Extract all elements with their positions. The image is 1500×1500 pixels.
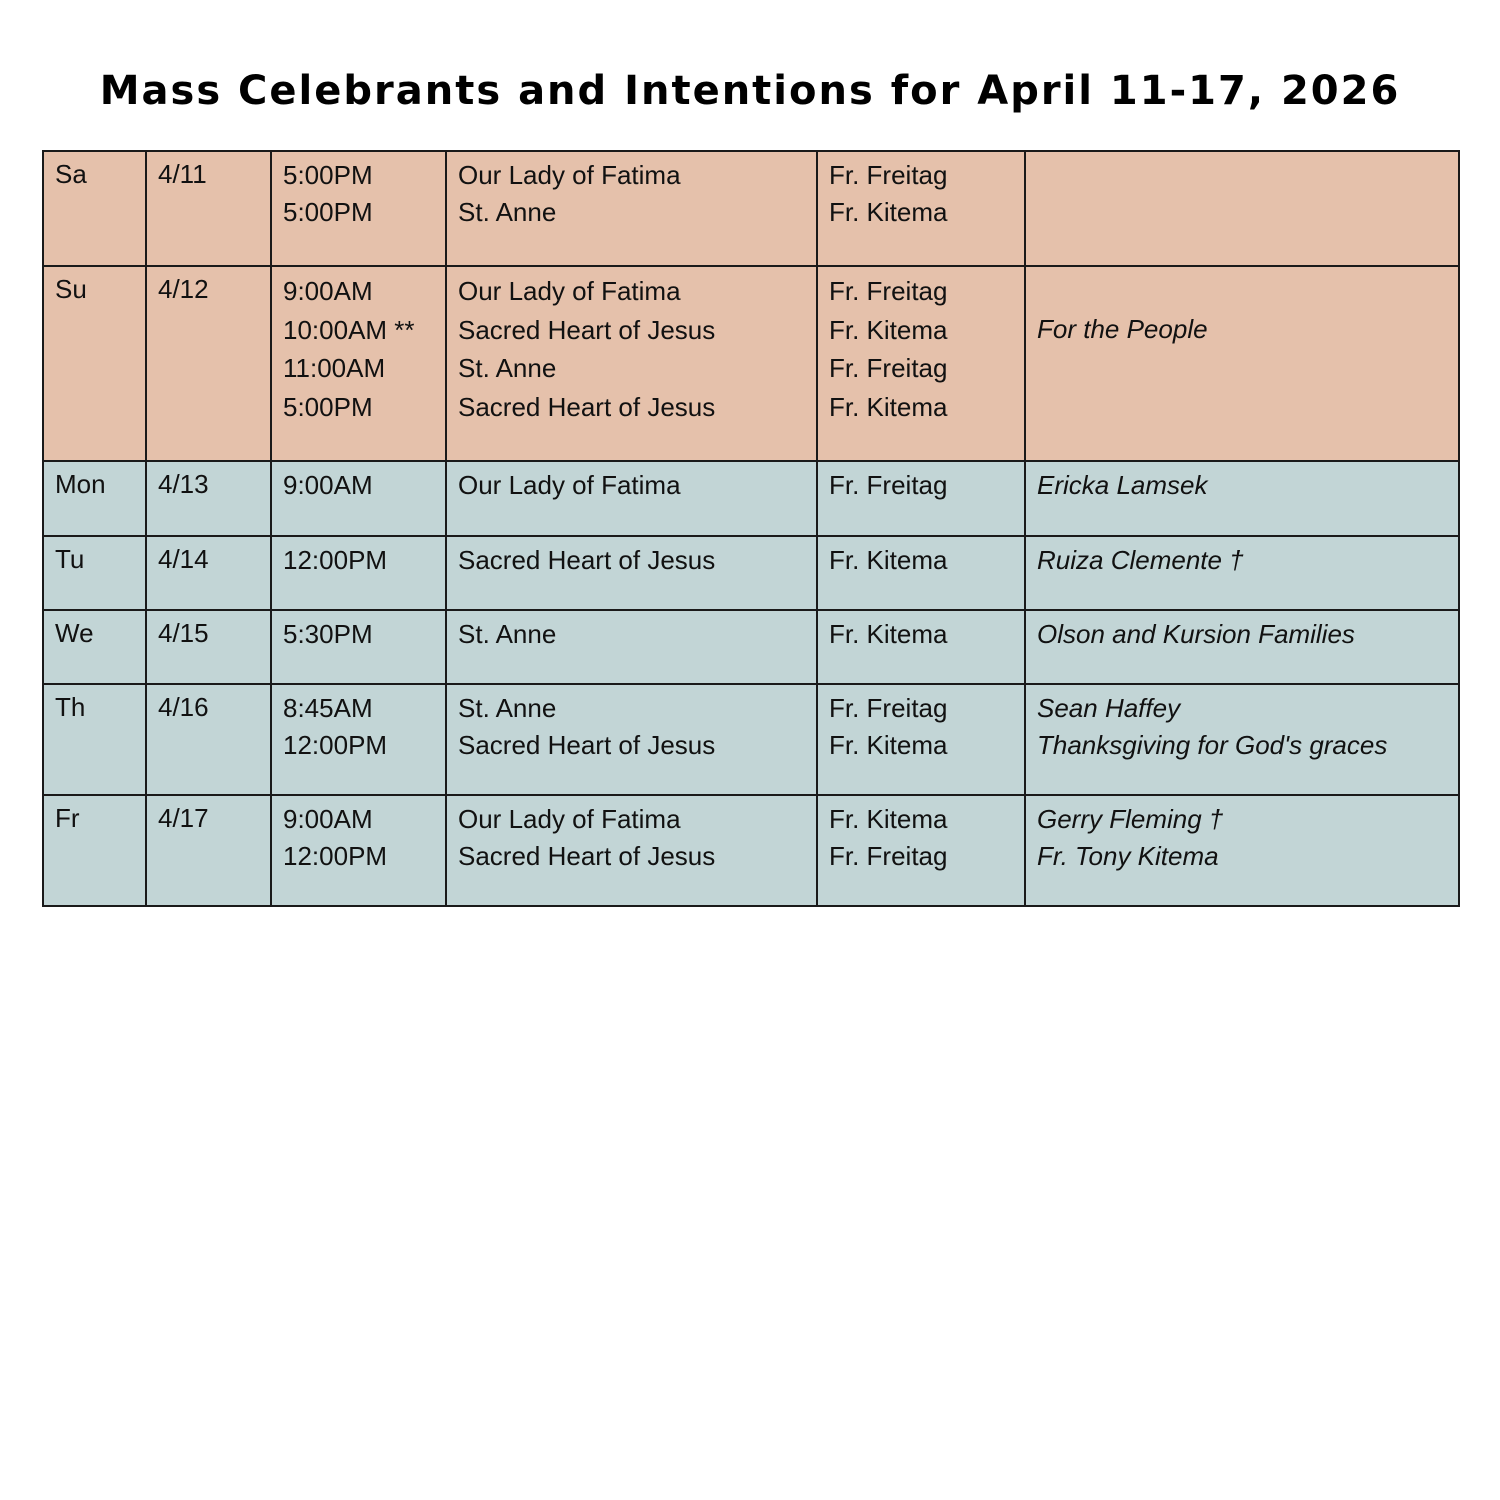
day-label: Sa — [55, 159, 87, 189]
date-cell — [146, 536, 271, 610]
schedule-row-friday — [43, 795, 1459, 906]
celebrant-name: Fr. Kitema — [829, 197, 948, 227]
celebrant-name: Fr. Kitema — [829, 391, 948, 422]
mass-time: 10:00AM ** — [283, 314, 415, 345]
day-cell — [43, 610, 146, 684]
schedule-row-saturday — [43, 151, 1459, 266]
times-cell — [271, 266, 446, 461]
date-label: 4/15 — [158, 618, 209, 648]
celebrant-cell — [817, 610, 1025, 684]
date-label: 4/14 — [158, 544, 209, 574]
location-cell — [446, 461, 817, 536]
day-cell — [43, 536, 146, 610]
date-label: 4/13 — [158, 469, 209, 499]
date-cell — [146, 610, 271, 684]
celebrant-cell — [817, 684, 1025, 795]
mass-time: 5:30PM — [283, 619, 373, 649]
intention-cell — [1025, 684, 1459, 795]
church-name: St. Anne — [458, 693, 557, 723]
celebrant-name: Fr. Freitag — [829, 470, 948, 500]
intention-text: Olson and Kursion Families — [1037, 619, 1355, 649]
celebrant-name: Fr. Kitema — [829, 804, 948, 834]
times-cell — [271, 461, 446, 536]
page-title: Mass Celebrants and Intentions for April 11-17, 2026 — [99, 68, 1401, 114]
mass-time: 9:00AM — [283, 470, 373, 500]
church-name: Sacred Heart of Jesus — [458, 730, 716, 760]
celebrant-cell — [817, 266, 1025, 461]
celebrant-name: Fr. Freitag — [829, 353, 948, 383]
intention-text: Ruiza Clemente † — [1037, 545, 1244, 575]
celebrant-cell — [817, 461, 1025, 536]
intention-text: Sean Haffey — [1037, 693, 1181, 723]
location-cell — [446, 610, 817, 684]
celebrant-cell — [817, 795, 1025, 906]
mass-schedule-table — [42, 150, 1460, 907]
intention-cell — [1025, 266, 1459, 461]
date-cell — [146, 795, 271, 906]
date-cell — [146, 266, 271, 461]
mass-time: 9:00AM — [283, 276, 373, 306]
day-cell — [43, 151, 146, 266]
date-label: 4/11 — [158, 159, 207, 189]
intention-text: Thanksgiving for God's graces — [1037, 730, 1388, 760]
mass-time: 5:00PM — [283, 160, 373, 190]
location-cell — [446, 795, 817, 906]
date-cell — [146, 684, 271, 795]
schedule-row-wednesday — [43, 610, 1459, 684]
church-name: Sacred Heart of Jesus — [458, 391, 716, 422]
schedule-row-tuesday — [43, 536, 1459, 610]
day-cell — [43, 266, 146, 461]
celebrant-name: Fr. Freitag — [829, 841, 948, 871]
times-cell — [271, 795, 446, 906]
church-name: Sacred Heart of Jesus — [458, 841, 716, 871]
location-cell — [446, 684, 817, 795]
date-cell — [146, 151, 271, 266]
day-cell — [43, 795, 146, 906]
intention-cell — [1025, 610, 1459, 684]
times-cell — [271, 684, 446, 795]
mass-time: 5:00PM — [283, 391, 373, 422]
celebrant-name: Fr. Freitag — [829, 693, 948, 723]
church-name: Sacred Heart of Jesus — [458, 545, 716, 575]
church-name: Sacred Heart of Jesus — [458, 314, 716, 345]
intention-cell — [1025, 151, 1459, 266]
location-cell — [446, 151, 817, 266]
intention-text: Ericka Lamsek — [1037, 470, 1208, 500]
intention-text: For the People — [1037, 314, 1208, 344]
schedule-row-monday — [43, 461, 1459, 536]
date-label: 4/12 — [158, 274, 209, 304]
church-name: Our Lady of Fatima — [458, 160, 681, 190]
mass-time: 12:00PM — [283, 730, 388, 760]
date-label: 4/17 — [158, 803, 209, 833]
church-name: Our Lady of Fatima — [458, 470, 681, 500]
mass-time: 12:00PM — [283, 841, 388, 871]
date-cell — [146, 461, 271, 536]
church-name: St. Anne — [458, 197, 557, 227]
celebrant-name: Fr. Freitag — [829, 160, 948, 190]
celebrant-name: Fr. Freitag — [829, 276, 948, 306]
day-label: Th — [55, 692, 86, 722]
day-label: Fr — [55, 803, 80, 833]
church-name: Our Lady of Fatima — [458, 276, 681, 306]
intention-cell — [1025, 536, 1459, 610]
location-cell — [446, 266, 817, 461]
celebrant-name: Fr. Kitema — [829, 619, 948, 649]
times-cell — [271, 610, 446, 684]
mass-time: 9:00AM — [283, 804, 373, 834]
mass-time: 12:00PM — [283, 545, 388, 575]
intention-text: Fr. Tony Kitema — [1037, 841, 1219, 871]
church-name: Our Lady of Fatima — [458, 804, 681, 834]
times-cell — [271, 151, 446, 266]
intention-cell — [1025, 461, 1459, 536]
schedule-row-thursday — [43, 684, 1459, 795]
mass-time: 8:45AM — [283, 693, 373, 723]
day-label: Tu — [55, 544, 85, 574]
times-cell — [271, 536, 446, 610]
church-name: St. Anne — [458, 353, 557, 383]
schedule-row-sunday — [43, 266, 1459, 461]
day-cell — [43, 461, 146, 536]
day-label: Su — [55, 274, 87, 304]
celebrant-name: Fr. Kitema — [829, 314, 948, 345]
day-label: We — [55, 618, 94, 648]
intention-cell — [1025, 795, 1459, 906]
celebrant-name: Fr. Kitema — [829, 545, 948, 575]
mass-time: 11:00AM — [283, 353, 386, 383]
celebrant-cell — [817, 536, 1025, 610]
church-name: St. Anne — [458, 619, 557, 649]
celebrant-name: Fr. Kitema — [829, 730, 948, 760]
mass-time: 5:00PM — [283, 197, 373, 227]
date-label: 4/16 — [158, 692, 209, 722]
celebrant-cell — [817, 151, 1025, 266]
intention-text: Gerry Fleming † — [1037, 804, 1224, 834]
day-cell — [43, 684, 146, 795]
day-label: Mon — [55, 469, 106, 499]
location-cell — [446, 536, 817, 610]
